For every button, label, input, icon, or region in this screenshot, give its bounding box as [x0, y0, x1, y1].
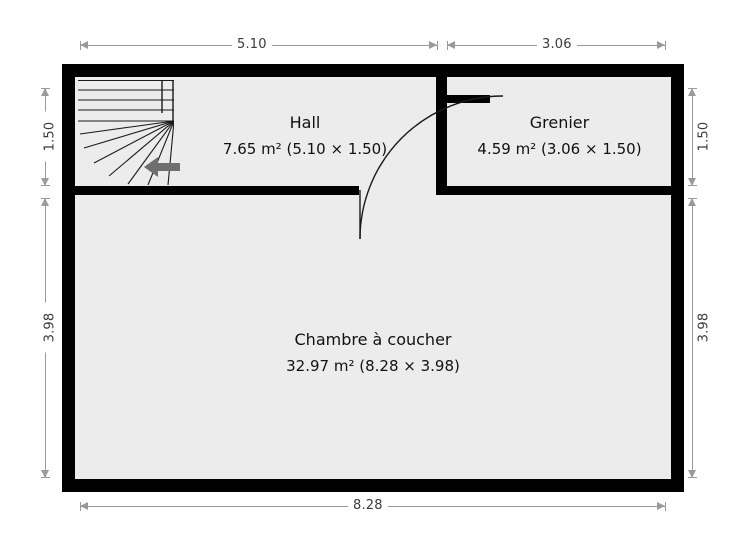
dim-label-left-upper: 1.50 — [43, 112, 58, 162]
room-name-hall: Hall — [289, 113, 321, 132]
dim-arrow-bottom-end — [657, 502, 665, 510]
dim-arrow-bottom-start — [80, 502, 88, 510]
dim-arrow-left-lower-start — [41, 198, 49, 206]
wall-exterior-top — [62, 64, 684, 77]
room-area-hall: 7.65 m² (5.10 × 1.50) — [222, 140, 388, 158]
dim-tick-bottom-end — [665, 502, 666, 511]
dim-arrow-top-left-end — [429, 41, 437, 49]
dim-label-bottom: 8.28 — [348, 498, 388, 513]
dim-arrow-right-lower-start — [688, 198, 696, 206]
wall-exterior-bottom — [62, 479, 684, 492]
dim-arrow-right-upper-start — [688, 88, 696, 96]
wall-exterior-right — [671, 64, 684, 492]
dim-arrow-left-upper-start — [41, 88, 49, 96]
dim-label-top-right: 3.06 — [537, 37, 577, 52]
dim-label-right-lower: 3.98 — [697, 303, 712, 353]
dim-arrow-right-lower-end — [688, 470, 696, 478]
dim-line-right-upper — [692, 88, 693, 186]
dim-arrow-left-lower-end — [41, 470, 49, 478]
dim-tick-top-left-end — [437, 41, 438, 50]
room-area-chambre: 32.97 m² (8.28 × 3.98) — [286, 357, 460, 375]
dim-tick-top-right-end — [665, 41, 666, 50]
dim-line-right-lower — [692, 198, 693, 478]
room-area-grenier: 4.59 m² (3.06 × 1.50) — [477, 140, 642, 158]
room-name-grenier: Grenier — [529, 113, 590, 132]
dim-arrow-top-right-end — [657, 41, 665, 49]
wall-interior-horizontal-left — [74, 186, 359, 195]
room-label-grenier — [447, 111, 672, 161]
direction-arrow-icon — [142, 155, 182, 179]
room-name-chambre: Chambre à coucher — [294, 330, 452, 349]
dim-arrow-top-left-start — [80, 41, 88, 49]
dim-arrow-left-upper-end — [41, 178, 49, 186]
dim-arrow-right-upper-end — [688, 178, 696, 186]
dim-arrow-top-right-start — [447, 41, 455, 49]
wall-exterior-left — [62, 64, 75, 492]
dim-label-top-left: 5.10 — [232, 37, 272, 52]
dim-label-left-lower: 3.98 — [43, 303, 58, 353]
dim-label-right-upper: 1.50 — [697, 112, 712, 162]
room-label-hall — [180, 111, 430, 161]
room-label-chambre — [223, 328, 523, 378]
